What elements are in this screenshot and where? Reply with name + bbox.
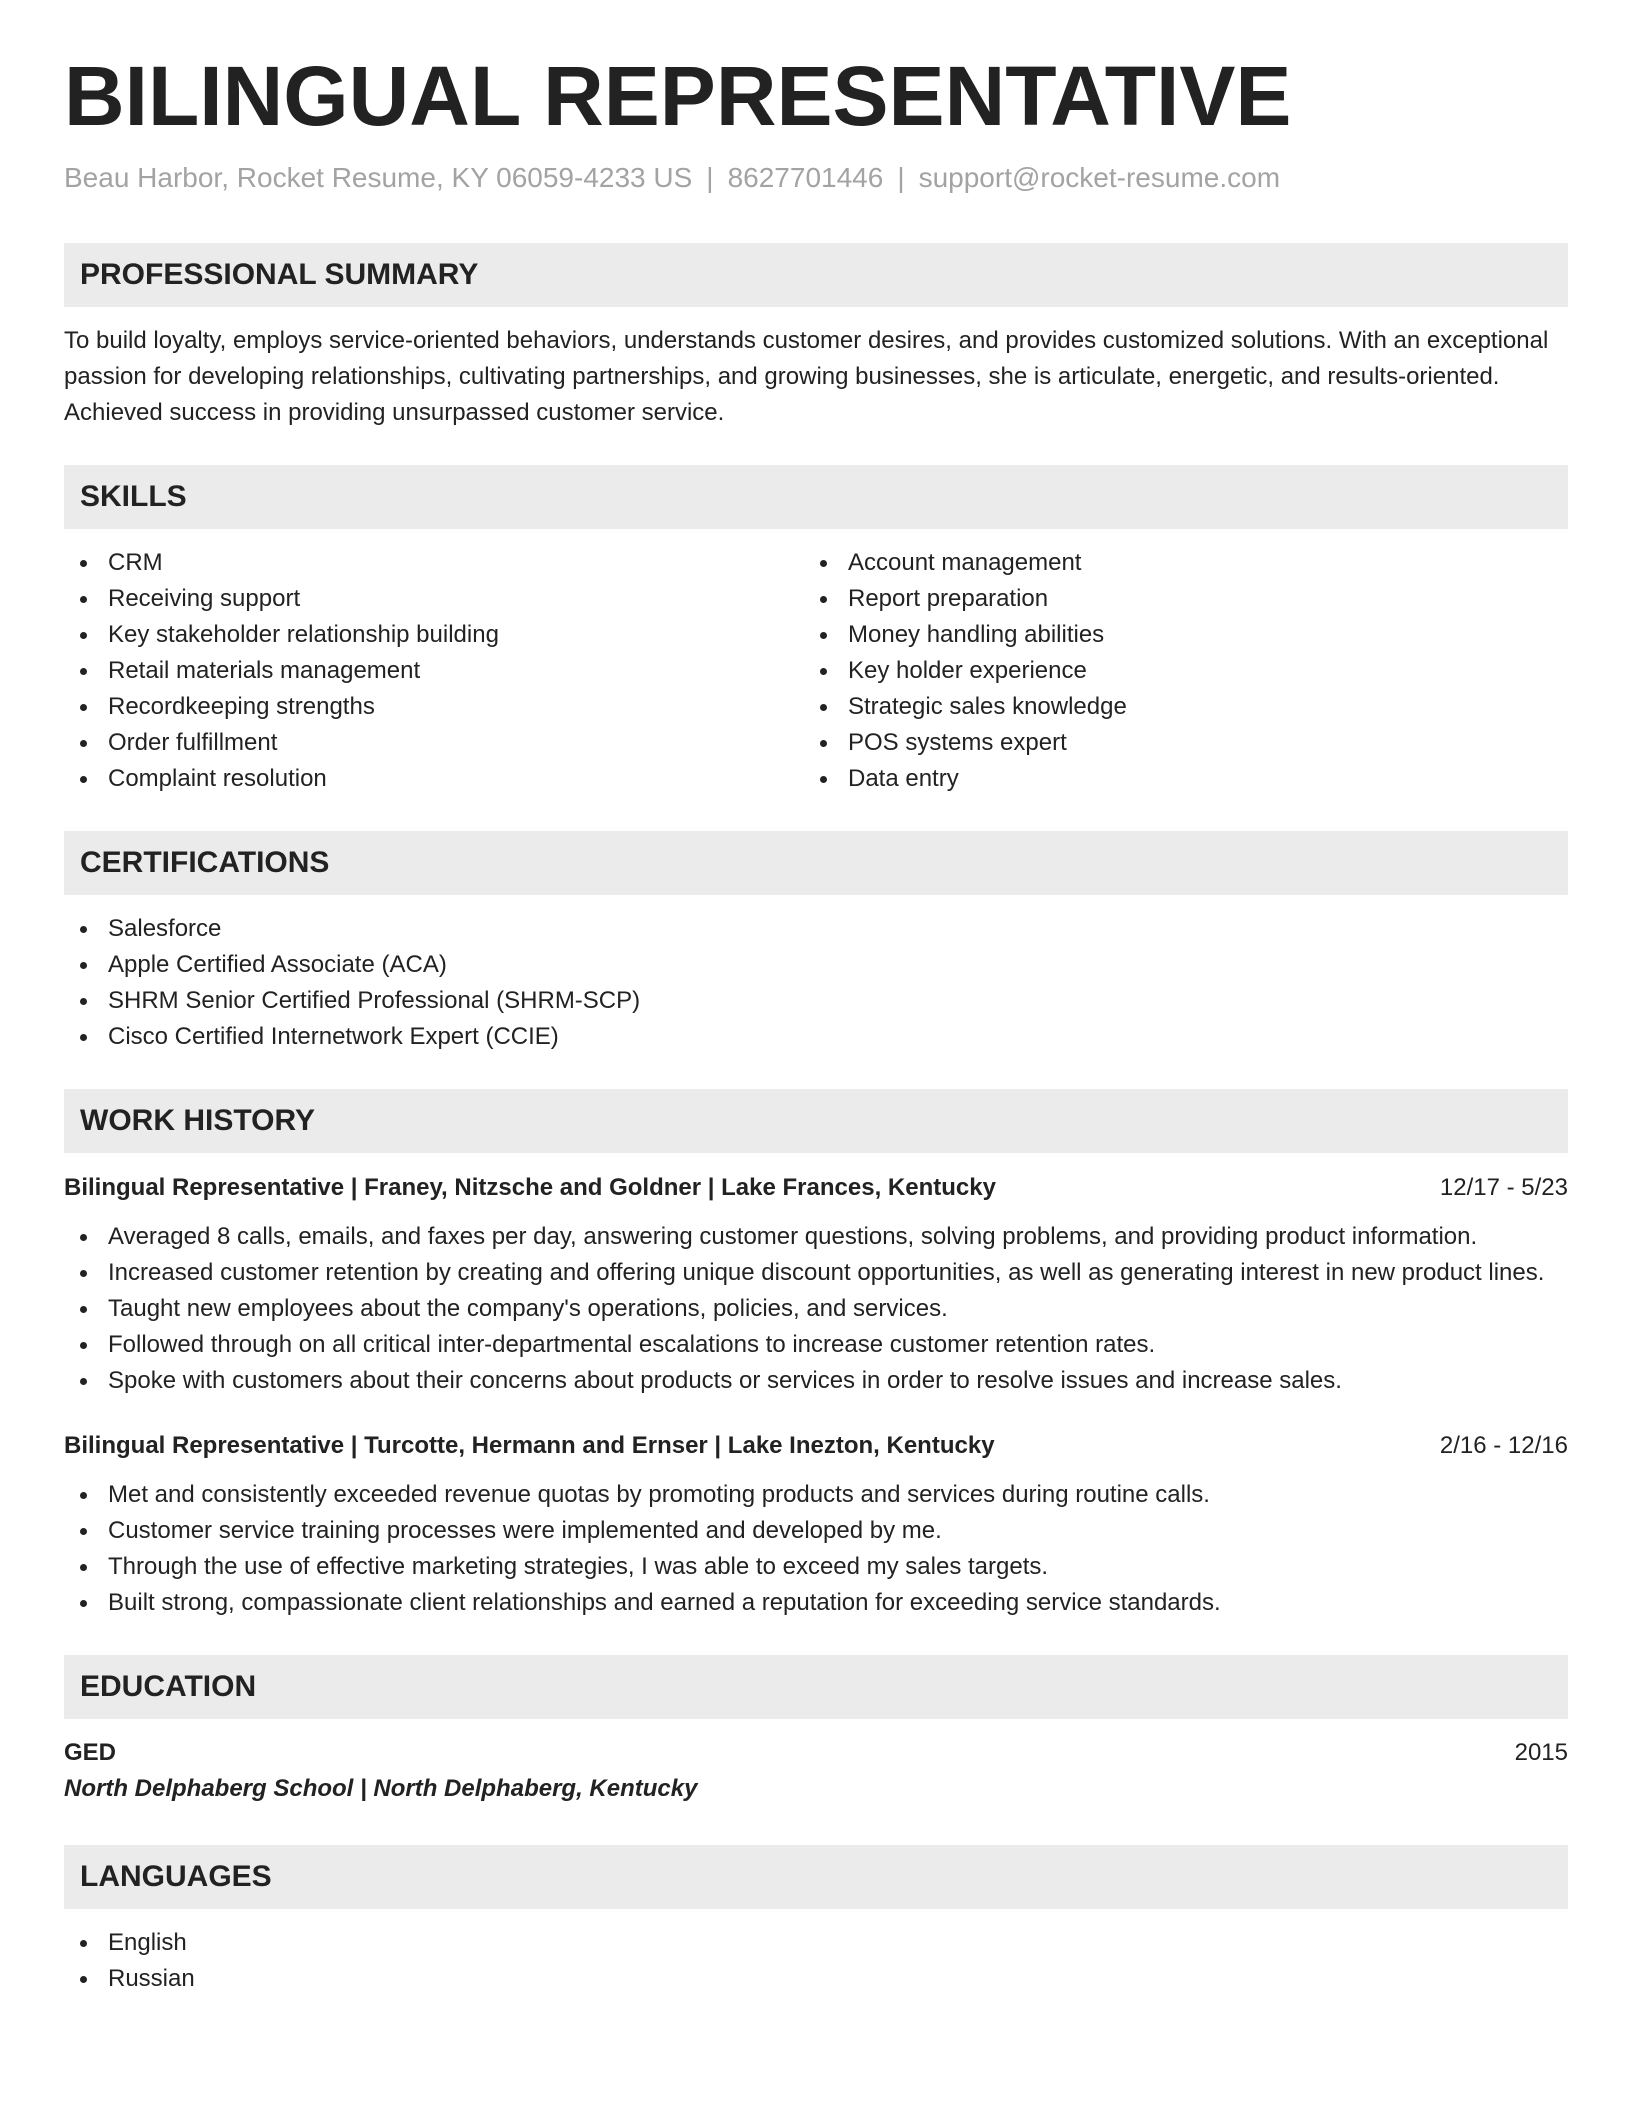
- job-header: [64, 1171, 1568, 1205]
- skill-item: Strategic sales knowledge: [804, 689, 1544, 725]
- education-year: 2015: [1514, 1738, 1568, 1766]
- job-bullet: Met and consistently exceeded revenue quotas by promoting products and services during routine calls.: [64, 1477, 1568, 1513]
- summary-text: To build loyalty, employs service-oriented behaviors, understands customer desires, and provides customized solutions. With an exceptional passion for developing relationships, cultivating partnerships, and growing businesses, she is articulate, energetic, and results-oriented. Achieved success in providing unsurpassed customer service.: [64, 326, 1549, 426]
- skill-item: Complaint resolution: [64, 761, 804, 797]
- skill-item: Report preparation: [804, 581, 1544, 617]
- education-header: [64, 1735, 1568, 1771]
- languages-heading: LANGUAGES: [64, 1845, 1568, 1909]
- job-bullet: Spoke with customers about their concerns about products or services in order to resolve issues and increase sales.: [64, 1363, 1568, 1399]
- certifications-section: [64, 831, 1568, 1055]
- skill-item: POS systems expert: [804, 725, 1544, 761]
- education-degree: GED: [64, 1738, 117, 1766]
- skills-section: [64, 465, 1568, 797]
- education-school: North Delphaberg School | North Delphaberg, Kentucky: [64, 1774, 698, 1802]
- education-section: [64, 1655, 1568, 1807]
- skill-item: Key holder experience: [804, 653, 1544, 689]
- job-bullet: Followed through on all critical inter-departmental escalations to increase customer retention rates.: [64, 1327, 1568, 1363]
- job-title: Bilingual Representative | Turcotte, Hermann and Ernser | Lake Inezton, Kentucky: [64, 1431, 995, 1459]
- job-bullet: Customer service training processes were implemented and developed by me.: [64, 1513, 1568, 1549]
- candidate-name: BILINGUAL REPRESENTATIVE: [64, 49, 1292, 143]
- skills-heading: SKILLS: [64, 465, 1568, 529]
- skills-column-right: [804, 545, 1544, 797]
- job-dates: 2/16 - 12/16: [1439, 1431, 1568, 1459]
- job-title: Bilingual Representative | Franey, Nitzsche and Goldner | Lake Frances, Kentucky: [64, 1173, 996, 1201]
- language-item: Russian: [64, 1961, 1568, 1997]
- job-dates: 12/17 - 5/23: [1439, 1173, 1568, 1201]
- work-history-heading: WORK HISTORY: [64, 1089, 1568, 1153]
- job-bullet: Averaged 8 calls, emails, and faxes per day, answering customer questions, solving problems, and providing product information.: [64, 1219, 1568, 1255]
- skill-item: Data entry: [804, 761, 1544, 797]
- job-bullet: Through the use of effective marketing strategies, I was able to exceed my sales targets.: [64, 1549, 1568, 1585]
- summary-section: [64, 243, 1568, 431]
- job-entry: [64, 1171, 1568, 1399]
- summary-heading: PROFESSIONAL SUMMARY: [64, 243, 1568, 307]
- job-entry: [64, 1429, 1568, 1621]
- contact-line: [64, 160, 1568, 196]
- certification-item: Salesforce: [64, 911, 1568, 947]
- certification-item: Apple Certified Associate (ACA): [64, 947, 1568, 983]
- skill-item: Key stakeholder relationship building: [64, 617, 804, 653]
- skill-item: Retail materials management: [64, 653, 804, 689]
- job-bullet: Taught new employees about the company's operations, policies, and services.: [64, 1291, 1568, 1327]
- contact-email: support@rocket-resume.com: [918, 162, 1281, 194]
- skill-item: Receiving support: [64, 581, 804, 617]
- contact-separator: |: [897, 162, 905, 194]
- skill-item: CRM: [64, 545, 804, 581]
- contact-separator: |: [706, 162, 714, 194]
- job-bullet: Built strong, compassionate client relationships and earned a reputation for exceeding service standards.: [64, 1585, 1568, 1621]
- skill-item: Account management: [804, 545, 1544, 581]
- job-header: [64, 1429, 1568, 1463]
- contact-address: Beau Harbor, Rocket Resume, KY 06059-4233 US: [64, 162, 693, 194]
- certification-item: Cisco Certified Internetwork Expert (CCIE): [64, 1019, 1568, 1055]
- work-history-section: [64, 1089, 1568, 1621]
- language-item: English: [64, 1925, 1568, 1961]
- skills-column-left: [64, 545, 804, 797]
- job-bullet: Increased customer retention by creating and offering unique discount opportunities, as well as generating interest in new product lines.: [64, 1255, 1568, 1291]
- certifications-heading: CERTIFICATIONS: [64, 831, 1568, 895]
- skills-grid: [64, 545, 1568, 797]
- education-heading: EDUCATION: [64, 1655, 1568, 1719]
- skill-item: Order fulfillment: [64, 725, 804, 761]
- skill-item: Money handling abilities: [804, 617, 1544, 653]
- languages-section: [64, 1845, 1568, 1997]
- certification-item: SHRM Senior Certified Professional (SHRM-SCP): [64, 983, 1568, 1019]
- skill-item: Recordkeeping strengths: [64, 689, 804, 725]
- contact-phone: 8627701446: [727, 162, 884, 194]
